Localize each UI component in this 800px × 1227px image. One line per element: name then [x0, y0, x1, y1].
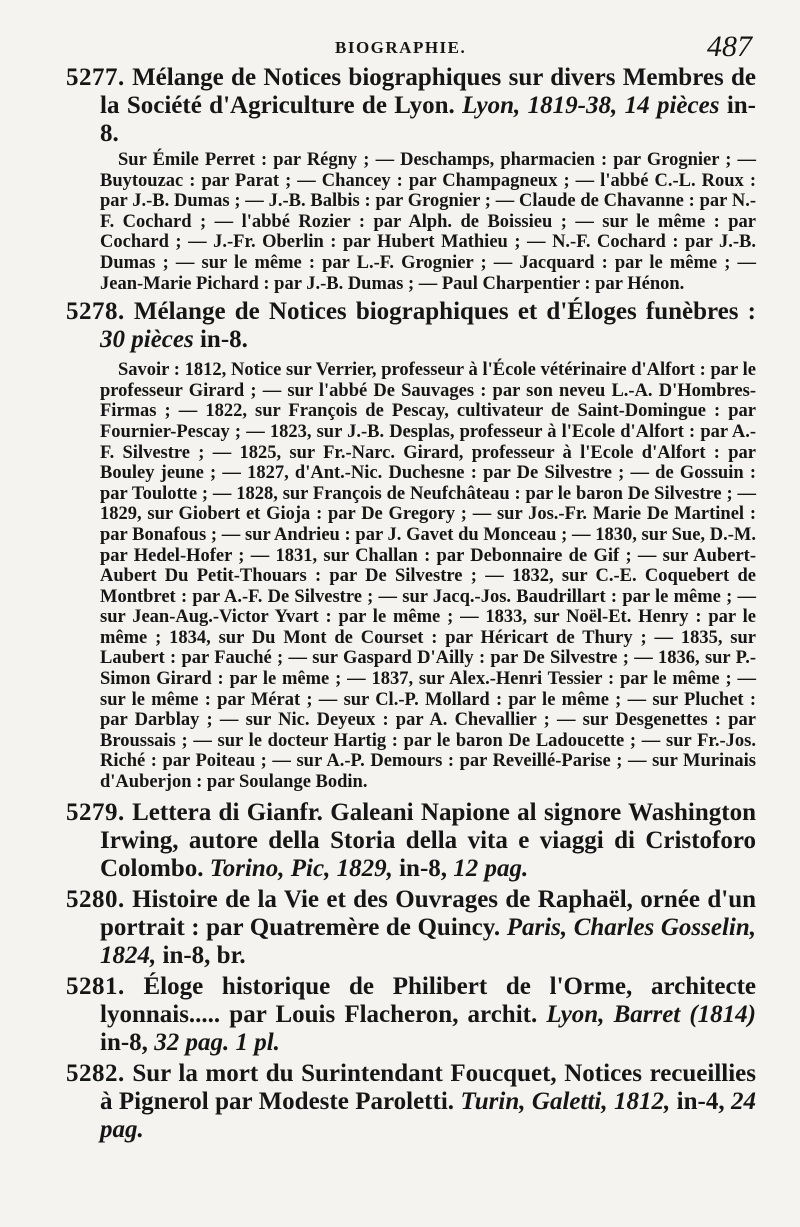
- entry-title: Sur la mort du Surintendant Foucquet, Notices recueillies à Pignerol par Modeste Paroletti.: [100, 1059, 757, 1115]
- entry-5278: [66, 298, 756, 792]
- page-header: [0, 30, 800, 64]
- entry-list: [66, 64, 756, 1147]
- entry-title: Mélange de Notices biographiques et d'Éloges funèbres :: [133, 298, 756, 326]
- entry-format: in-8,: [100, 1028, 148, 1056]
- entry-imprint: Lyon, Barret (1814): [546, 1000, 757, 1028]
- entry-number: 5281.: [66, 972, 125, 1000]
- entry-title: Histoire de la Vie et des Ouvrages de Raphaël, ornée d'un portrait : par Quatremère de Quincy.: [100, 885, 756, 941]
- entry-pagination: 32 pag. 1 pl.: [154, 1028, 280, 1056]
- entry-imprint: 30 pièces: [100, 326, 194, 354]
- entry-5282: [66, 1060, 756, 1144]
- entry-number: 5277.: [66, 64, 125, 91]
- entry-imprint: Paris, Charles Gosselin, 1824,: [100, 913, 757, 969]
- entry-format: in-8, br.: [162, 941, 246, 969]
- entry-5281: [66, 973, 756, 1057]
- entry-number: 5282.: [66, 1059, 125, 1087]
- entry-number: 5280.: [66, 885, 125, 913]
- entry-number: 5279.: [66, 798, 125, 826]
- entry-5279: [66, 799, 756, 883]
- entry-title: Éloge historique de Philibert de l'Orme, architecte lyonnais..... par Louis Flacheron, archit.: [100, 972, 756, 1028]
- page-number: 487: [707, 30, 752, 63]
- entry-5277: [66, 64, 756, 294]
- entry-title: Lettera di Gianfr. Galeani Napione al signore Washington Irwing, autore della Storia della vita e viaggi di Cristoforo Colombo.: [100, 798, 756, 882]
- entry-format: in-8.: [199, 326, 248, 354]
- entry-imprint: Lyon, 1819-38, 14 pièces: [462, 92, 720, 119]
- entry-pagination: 12 pag.: [453, 854, 529, 882]
- entry-title: Mélange de Notices biographiques sur divers Membres de la Société d'Agriculture de Lyon.: [100, 64, 757, 119]
- entry-format: in-4,: [676, 1087, 725, 1115]
- entry-5280: [66, 886, 756, 970]
- running-head: BIOGRAPHIE.: [335, 38, 467, 57]
- entry-imprint: Torino, Pic, 1829,: [209, 854, 393, 882]
- entry-pagination: 24 pag.: [100, 1087, 757, 1143]
- entry-format: in-8,: [399, 854, 448, 882]
- entry-notes: Sur Émile Perret : par Régny ; — Deschamps, pharmacien : par Grognier ; — Buytouzac : par Parat ; — Chancey : par Champagneux ; — l'abbé C.-L. Roux : par J.-B. Dumas ; — J.-B. Balbis : par Grognier ; — Claude de Chavanne : par N.-F. Cochard ; — l'abbé Rozier : par Alph. de Boissieu ; — sur le même : par Cochard ; — J.-Fr. Oberlin : par Hubert Mathieu ; — N.-F. Cochard : par J.-B. Dumas ; — sur le même : par L.-F. Grognier ; — Jacquard : par le même ; — Jean-Marie Pichard : par J.-B. Dumas ; — Paul Charpentier : par Hénon.: [100, 150, 756, 294]
- entry-number: 5278.: [66, 298, 125, 326]
- entry-imprint: Turin, Galetti, 1812,: [460, 1087, 671, 1115]
- entry-format: in-8.: [100, 92, 756, 147]
- entry-notes: Savoir : 1812, Notice sur Verrier, professeur à l'École vétérinaire d'Alfort : par le professeur Girard ; — sur l'abbé De Sauvages : par son neveu L.-A. D'Hombres-Firmas ; — 1822, sur François de Pescay, cultivateur de Saint-Domingue : par Fournier-Pescay ; — 1823, sur J.-B. Desplas, professeur à l'Ecole d'Alfort : par A.-F. Silvestre ; — 1825, sur Fr.-Narc. Girard, professeur à l'Ecole d'Alfort : par Bouley jeune ; — 1827, d'Ant.-Nic. Duchesne : par De Silvestre ; — de Gossuin : par Toulotte ; — 1828, sur François de Neufchâteau : par le baron De Silvestre ; — 1829, sur Giobert et Gioja : par De Gregory ; — sur Jos.-Fr. Marie De Martinel : par Bonafous ; — sur Andrieu : par J. Gavet du Monceau ; — 1830, sur Sue, D.-M. par Hedel-Hofer ; — 1831, sur Challan : par Debonnaire de Gif ; — sur Aubert-Aubert Du Petit-Thouars : par De Silvestre ; — 1832, sur C.-E. Coquebert de Montbret : par A.-F. De Silvestre ; — sur Jacq.-Jos. Baudrillart : par le même ; — sur Jean-Aug.-Victor Yvart : par le même ; — 1833, sur Noël-Et. Henry : par le même ; 1834, sur Du Mont de Courset : par Héricart de Thury ; — 1835, sur Laubert : par Fauché ; — sur Gaspard D'Ailly : par De Silvestre ; — 1836, sur P.-Simon Girard : par le même ; — 1837, sur Alex.-Henri Tessier : par le même ; — sur le même : par Mérat ; — sur Cl.-P. Mollard : par le même ; — sur Pluchet : par Darblay ; — sur Nic. Deyeux : par A. Chevallier ; — sur Desgenettes : par Broussais ; — sur le docteur Hartig : par le baron De Ladoucette ; — sur Fr.-Jos. Riché : par Poiteau ; — sur A.-P. Demours : par Reveillé-Parise ; — sur Murinais d'Auberjon : par Soulange Bodin.: [100, 360, 756, 793]
